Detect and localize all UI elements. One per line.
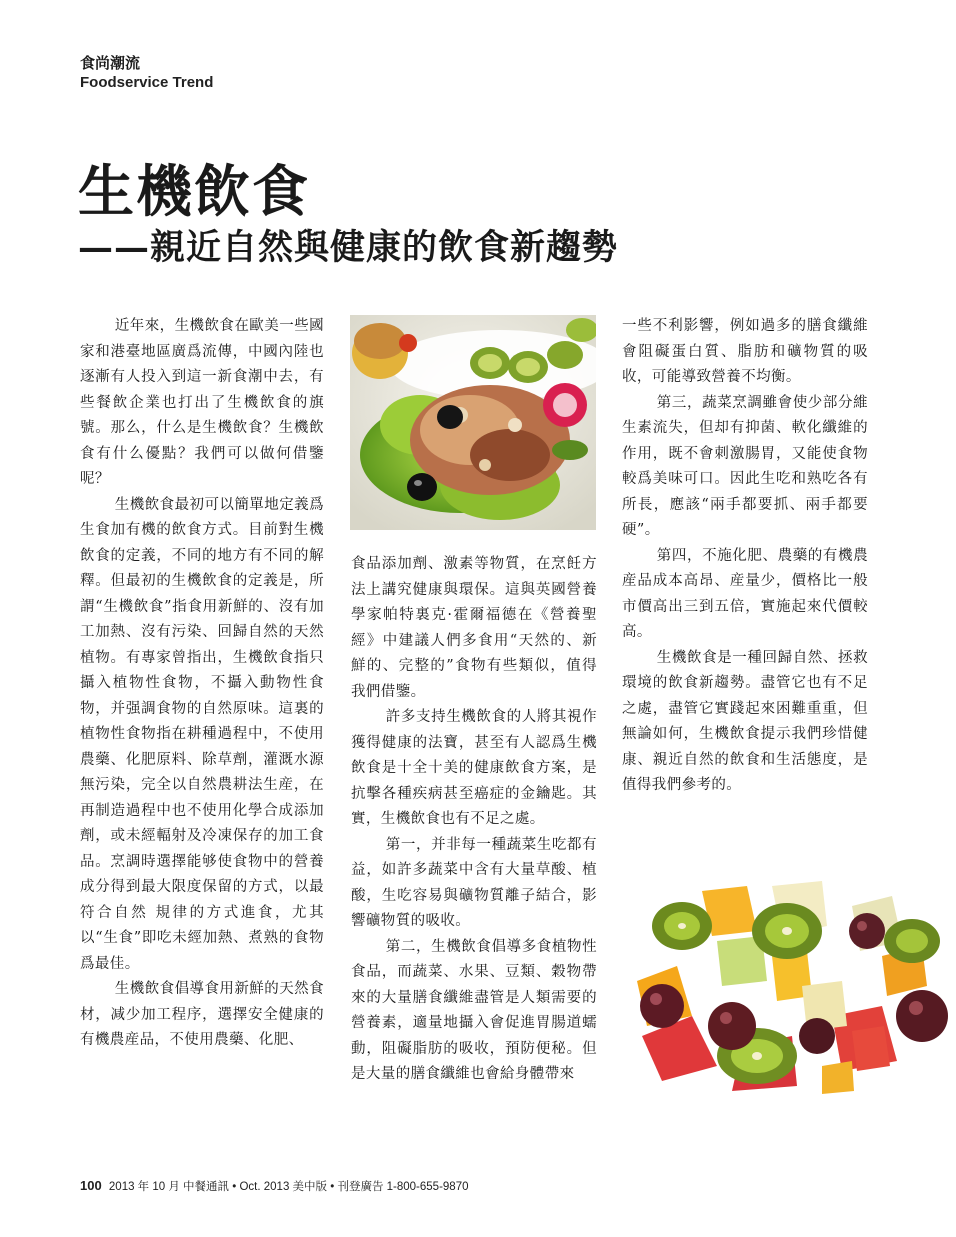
paragraph: 一些不利影響，例如過多的膳食纖維會阻礙蛋白質、脂肪和礦物質的吸收，可能導致營養不均衡。 bbox=[622, 318, 868, 385]
page-footer bbox=[80, 1178, 469, 1194]
paragraph: 生機飲食最初可以簡單地定義爲生食加有機的飲食方式。目前對生機飲食的定義，不同的地方有不同的解釋。但最初的生機飲食的定義是，所謂“生機飲食”指食用新鮮的、沒有加工加熱、沒有污染、回歸自然的天然植物。有專家曾指出，生機飲食指只攝入植物性食物，不攝入動物性食物，并强調食物的自然原味。這裏的植物性食物指在耕種過程中，不使用農藥、化肥原料、除草劑，灌溉水源無污染，完全以自然農耕法生産，在再制造過程中也不使用化學合成添加劑，或未經輻射及冷凍保存的加工食品。烹調時選擇能够使食物中的營養成分得到最大限度保留的方式，以最符合自然 規律的方式進食，尤其以“生食”即吃未經加熱、煮熟的食物爲最佳。 bbox=[80, 496, 324, 972]
footer-info: 2013 年 10 月 中餐通訊 • Oct. 2013 美中版 • 刊登廣告 1-800-655-9870 bbox=[108, 1181, 469, 1193]
paragraph: 許多支持生機飲食的人將其視作獲得健康的法寶，甚至有人認爲生機飲食是十全十美的健康飲食方案，是抗擊各種疾病甚至癌症的金鑰匙。其實，生機飲食也有不足之處。 bbox=[351, 709, 597, 827]
article-column-3 bbox=[622, 314, 868, 799]
paragraph: 第三，蔬菜烹調雖會使少部分維生素流失，但却有抑菌、軟化纖維的作用，既不會刺激腸胃，又能使食物較爲美味可口。因此生吃和熟吃各有所長，應該“兩手都要抓、兩手都要硬”。 bbox=[622, 394, 868, 538]
article-column-1 bbox=[80, 314, 324, 1054]
paragraph: 第四，不施化肥、農藥的有機農産品成本高昂、産量少，價格比一般市價高出三到五倍，實施起來代價較高。 bbox=[622, 547, 868, 640]
section-title-en: Foodservice Trend bbox=[80, 74, 214, 91]
salad-photo bbox=[350, 315, 596, 530]
paragraph: 食品添加劑、激素等物質，在烹飪方法上講究健康與環保。這與英國營養學家帕特裏克·霍爾福德在《營養聖經》中建議人們多食用“天然的、新鮮的、完整的”食物有些類似，值得我們借鑒。 bbox=[351, 556, 597, 700]
article-title: 生機飲食 bbox=[78, 159, 310, 225]
paragraph: 生機飲食倡導食用新鮮的天然食材，减少加工程序，選擇安全健康的有機農産品，不使用農藥、化肥、 bbox=[80, 981, 324, 1048]
fruit-salad-photo bbox=[622, 866, 956, 1098]
article-subtitle: ——親近自然與健康的飲食新趨勢 bbox=[78, 227, 619, 268]
page-number: 100 bbox=[80, 1178, 102, 1193]
paragraph: 近年來，生機飲食在歐美一些國家和港臺地區廣爲流傳，中國內陸也逐漸有人投入到這一新食潮中去，有些餐飲企業也打出了生機飲食的旗號。那么，什么是生機飲食？生機飲食有什么優點？我們可以做何借鑒呢？ bbox=[80, 318, 324, 487]
article-column-2 bbox=[351, 552, 597, 1088]
paragraph: 第二，生機飲食倡導多食植物性食品，而蔬菜、水果、豆類、穀物帶來的大量膳食纖維盡管是人類需要的營養素，適量地攝入會促進胃腸道蠕動，阻礙脂肪的吸收，預防便秘。但是大量的膳食纖維也會給身體帶來 bbox=[351, 938, 597, 1082]
section-title-zh: 食尚潮流 bbox=[80, 54, 141, 72]
paragraph: 生機飲食是一種回歸自然、拯救環境的飲食新趨勢。盡管它也有不足之處，盡管它實踐起來困難重重，但無論如何，生機飲食提示我們珍惜健康、親近自然的飲食和生活態度，是值得我們參考的。 bbox=[622, 649, 868, 793]
paragraph: 第一，并非每一種蔬菜生吃都有益，如許多蔬菜中含有大量草酸、植酸，生吃容易與礦物質離子結合，影響礦物質的吸收。 bbox=[351, 836, 597, 929]
